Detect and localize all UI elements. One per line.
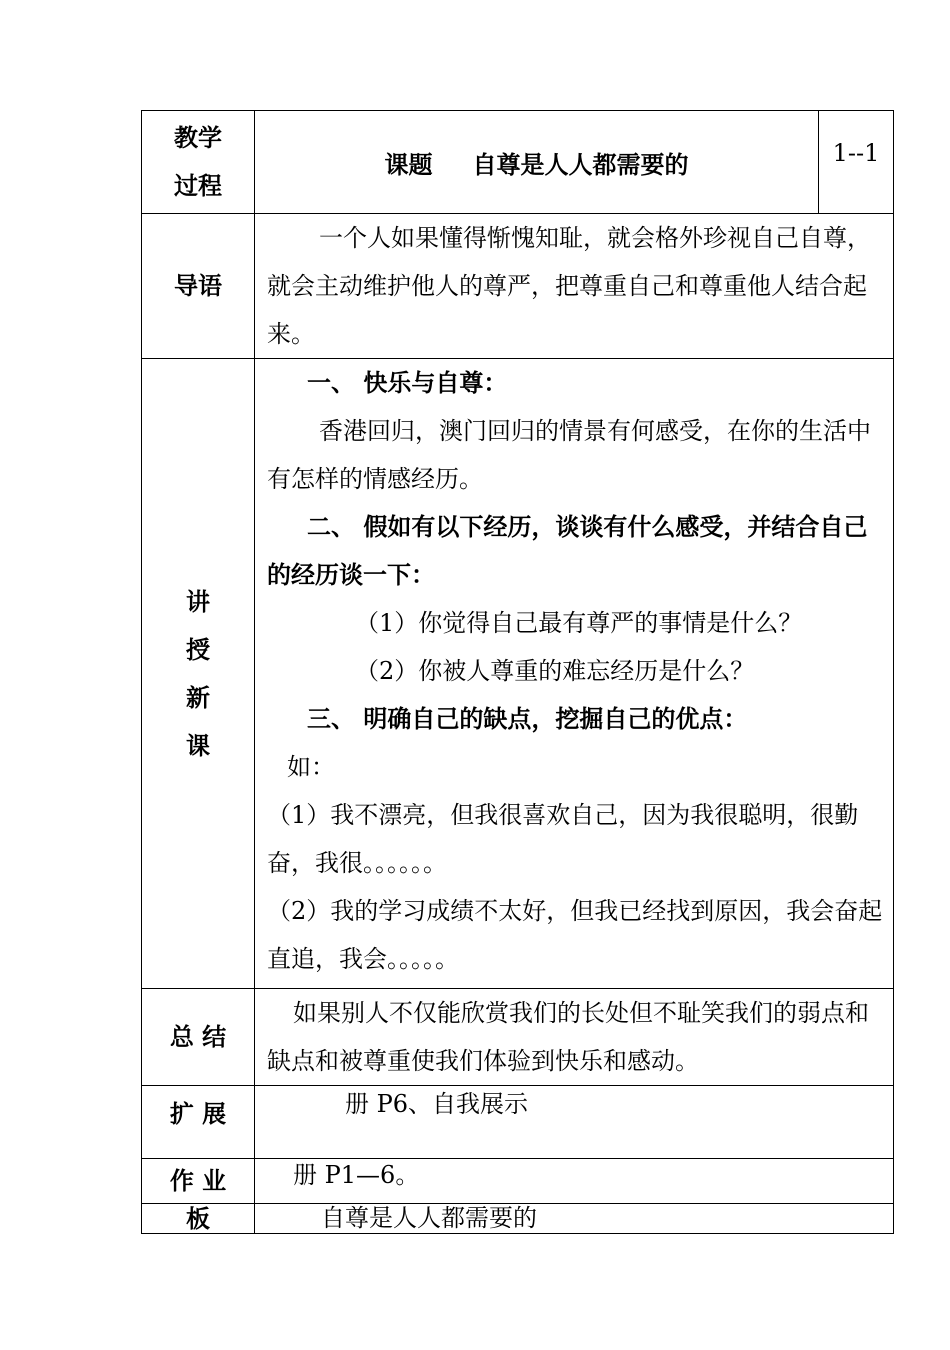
- header-row: [142, 111, 894, 214]
- summary-label: 总 结: [142, 989, 255, 1086]
- summary-content: [255, 989, 894, 1086]
- board-content: [255, 1204, 894, 1234]
- question-2: （2）你被人尊重的难忘经历是什么？: [355, 657, 755, 685]
- topic-label: 课题: [384, 150, 433, 179]
- section2-heading: 二、 假如有以下经历，谈谈有什么感受，并结合自己的经历谈一下：: [267, 513, 868, 589]
- board-text: 自尊是人人都需要的: [321, 1204, 537, 1232]
- homework-text: 册 P1—6。: [293, 1161, 420, 1189]
- extension-label: 扩 展: [142, 1086, 255, 1159]
- example-intro: 如：: [287, 753, 335, 781]
- board-label: 板: [142, 1204, 255, 1234]
- homework-row: [142, 1159, 894, 1204]
- section1-heading: 一、 快乐与自尊：: [307, 369, 508, 397]
- intro-content: [255, 214, 894, 359]
- topic-title: 自尊是人人都需要的: [472, 150, 689, 179]
- lesson-code: 1--1: [819, 111, 894, 214]
- example-1: （1）我不漂亮，但我很喜欢自己，因为我很聪明，很勤奋，我很。。。。。。: [267, 801, 859, 877]
- lecture-label-char: 授: [186, 635, 210, 664]
- intro-row: [142, 214, 894, 359]
- summary-row: [142, 989, 894, 1086]
- lecture-label-char: 课: [186, 731, 210, 760]
- extension-row: [142, 1086, 894, 1159]
- lesson-plan-table: [141, 110, 894, 1234]
- lecture-row: [142, 359, 894, 989]
- intro-text: 一个人如果懂得惭愧知耻，就会格外珍视自己自尊，就会主动维护他人的尊严，把尊重自己和尊重他人结合起来。: [267, 224, 871, 348]
- summary-text: 如果别人不仅能欣赏我们的长处但不耻笑我们的弱点和缺点和被尊重使我们体验到快乐和感动。: [267, 999, 869, 1075]
- extension-content: [255, 1086, 894, 1159]
- intro-label: 导语: [142, 214, 255, 359]
- homework-label: 作 业: [142, 1159, 255, 1204]
- lecture-label-char: 新: [186, 683, 210, 712]
- lecture-label-char: 讲: [186, 587, 210, 616]
- topic-cell: [255, 111, 819, 214]
- homework-content: [255, 1159, 894, 1204]
- example-2: （2）我的学习成绩不太好，但我已经找到原因，我会奋起直追，我会。。。。。: [267, 897, 883, 973]
- extension-text: 册 P6、自我展示: [345, 1090, 529, 1118]
- process-label: [142, 111, 255, 214]
- lecture-label: [142, 359, 255, 989]
- section1-text: 香港回归，澳门回归的情景有何感受，在你的生活中有怎样的情感经历。: [267, 417, 871, 493]
- section3-heading: 三、 明确自己的缺点，挖掘自己的优点：: [307, 705, 748, 733]
- lecture-content: [255, 359, 894, 989]
- question-1: （1）你觉得自己最有尊严的事情是什么？: [355, 609, 803, 637]
- board-row: [142, 1204, 894, 1234]
- process-label-line2: 过程: [174, 172, 222, 200]
- process-label-line1: 教学: [174, 124, 222, 152]
